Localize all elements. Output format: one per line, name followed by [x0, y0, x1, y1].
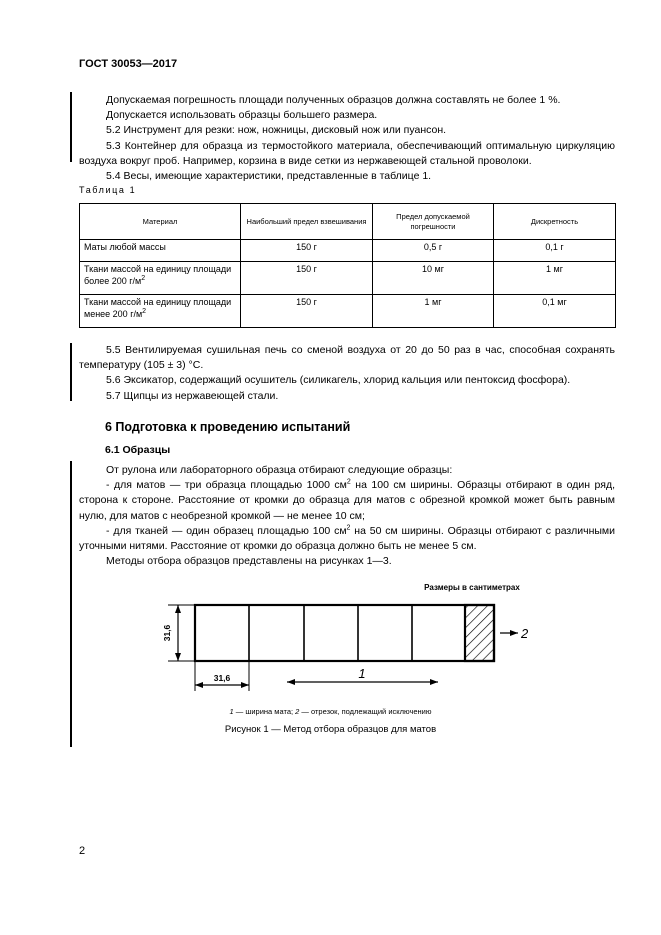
table-cell: 1 мг — [373, 295, 494, 328]
page-number: 2 — [79, 845, 86, 857]
excluded-segment — [465, 605, 494, 661]
text-part: на 100 см ширины. Образцы отбирают в один ряд, сторона к стороне. Расстояние от кромки до образца для матов с обрезной кромкой может быть равным нулю, для матов с необрезной кромкой — не менее 10 см; — [79, 479, 615, 522]
table-cell: 150 г — [241, 262, 373, 295]
paragraph: 5.3 Контейнер для образца из термостойкого материала, обеспечивающий оптимальную циркуляцию воздуха вокруг проб. Например, корзина в виде сетки из нержавеющей стальной проволоки. — [79, 139, 615, 167]
arrowhead — [241, 682, 249, 688]
units-note: Размеры в сантиметрах — [424, 583, 520, 592]
arrowhead — [430, 679, 438, 685]
scales-table — [79, 203, 616, 328]
table-cell: 0,1 г — [494, 240, 616, 262]
figure-1-diagram — [0, 578, 661, 703]
equipment-paragraphs — [79, 93, 615, 184]
paragraph — [79, 478, 615, 524]
equipment-paragraphs-2 — [79, 343, 615, 404]
paragraph: 5.2 Инструмент для резки: нож, ножницы, дисковый нож или пуансон. — [106, 124, 447, 137]
figure-legend — [0, 707, 661, 716]
paragraph: 5.7 Щипцы из нержавеющей стали. — [106, 389, 279, 402]
paragraph: 5.6 Эксикатор, содержащий осушитель (силикагель, хлорид кальция или пентоксид фосфора). — [106, 374, 571, 387]
legend-number: 2 — [295, 707, 300, 716]
table-row — [80, 262, 616, 295]
column-header: Наибольший предел взвешивания — [241, 204, 373, 240]
paragraph: Допускаемая погрешность площади полученных образцов должна составлять не более 1 %. — [106, 94, 561, 106]
paragraph: Допускается использовать образцы большего размера. — [106, 109, 378, 122]
label-1: 1 — [358, 666, 366, 681]
table-cell: 150 г — [241, 240, 373, 262]
figure-caption: Рисунок 1 — Метод отбора образцов для матов — [224, 724, 437, 735]
paragraph: 5.4 Весы, имеющие характеристики, представленные в таблице 1. — [106, 170, 432, 183]
text-part: - для матов — три образца площадью 1000 см — [106, 479, 347, 492]
width-dimension-label: 31,6 — [213, 673, 231, 683]
legend-text: — отрезок, подлежащий исключению — [299, 707, 432, 716]
arrowhead — [287, 679, 295, 685]
document-code: ГОСТ 30053—2017 — [79, 58, 178, 70]
height-dimension-label: 31,6 — [162, 624, 172, 642]
table-cell: 1 мг — [494, 262, 616, 295]
legend-text: — ширина мата; — [233, 707, 296, 716]
table-cell: 0,5 г — [373, 240, 494, 262]
superscript: 2 — [346, 478, 351, 486]
label-2: 2 — [521, 626, 529, 641]
arrowhead — [510, 630, 518, 636]
superscript: 2 — [142, 307, 147, 315]
table-row — [80, 240, 616, 262]
paragraph: 5.5 Вентилируемая сушильная печь со сменой воздуха от 20 до 50 раз в час, способная сохранять температуру (105 ± 3) °С. — [79, 344, 615, 372]
arrowhead — [195, 682, 203, 688]
subsection-heading: 6.1 Образцы — [105, 444, 171, 456]
cell-text: Ткани массой на единицу площади менее 200 г/м — [84, 297, 232, 319]
table-cell: 0,1 мг — [494, 295, 616, 328]
paragraph: Методы отбора образцов представлены на рисунках 1—3. — [106, 555, 392, 568]
cell-text: Ткани массой на единицу площади более 200 г/м — [84, 264, 232, 286]
arrowhead — [175, 605, 181, 613]
table-cell — [80, 295, 241, 328]
section-heading: 6 Подготовка к проведению испытаний — [105, 420, 351, 434]
superscript: 2 — [346, 524, 351, 532]
column-header: Дискретность — [494, 204, 616, 240]
change-bar — [70, 92, 72, 162]
legend-number: 1 — [229, 707, 234, 716]
text-part: на 50 см ширины. Образцы отбирают с различными уточными нитями. Расстояние от кромки до образца должно быть не менее 5 см. — [79, 524, 615, 553]
table-cell: 150 г — [241, 295, 373, 328]
arrowhead — [175, 653, 181, 661]
table-cell — [80, 262, 241, 295]
table-header-row — [80, 204, 616, 240]
samples-paragraphs — [79, 463, 615, 569]
table-row — [80, 295, 616, 328]
column-header: Материал — [80, 204, 241, 240]
paragraph: От рулона или лабораторного образца отбирают следующие образцы: — [106, 464, 453, 476]
table-cell: 10 мг — [373, 262, 494, 295]
paragraph — [79, 524, 615, 554]
table-cell: Маты любой массы — [80, 240, 241, 262]
text-part: - для тканей — один образец площадью 100 см — [106, 524, 347, 537]
column-header: Предел допускаемой погрешности — [373, 204, 494, 240]
mat-outline — [195, 605, 494, 661]
table-caption: Таблица 1 — [79, 185, 137, 195]
superscript: 2 — [141, 274, 146, 282]
change-bar — [70, 343, 72, 401]
